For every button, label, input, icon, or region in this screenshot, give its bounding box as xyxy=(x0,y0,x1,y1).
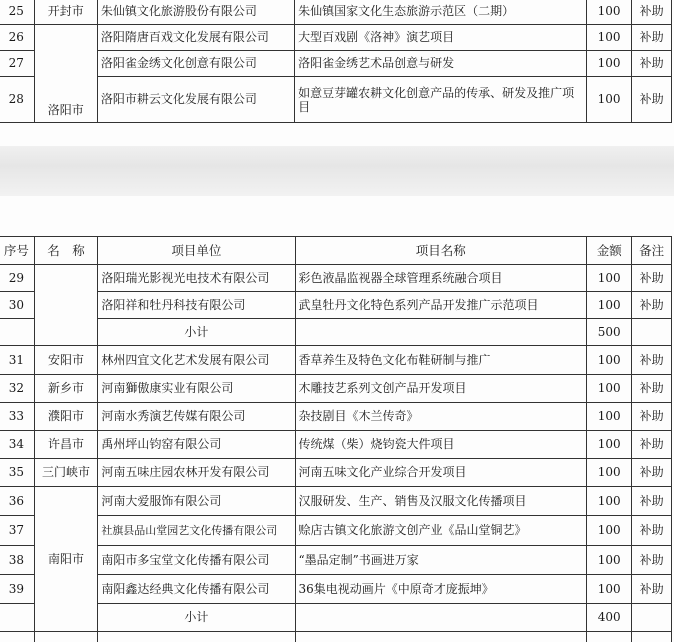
table-row xyxy=(0,459,672,487)
project-unit: 洛阳雀金绣文化创意有限公司 xyxy=(97,51,294,77)
note: 补助 xyxy=(632,77,672,123)
row-number: 33 xyxy=(0,403,34,431)
table-row xyxy=(0,0,672,25)
empty-cell xyxy=(295,632,587,642)
header-project: 项目名称 xyxy=(295,237,587,265)
table-row xyxy=(0,292,672,319)
top-page-fragment xyxy=(0,0,674,146)
project-name: 朱仙镇国家文化生态旅游示范区（二期） xyxy=(295,0,587,25)
note: 补助 xyxy=(632,431,672,459)
project-unit: 禹州坪山钧窑有限公司 xyxy=(98,431,295,459)
row-number: 39 xyxy=(0,575,34,604)
project-unit: 洛阳隋唐百戏文化发展有限公司 xyxy=(97,25,294,51)
amount: 100 xyxy=(587,292,632,319)
note: 补助 xyxy=(632,516,672,546)
amount: 100 xyxy=(587,516,632,546)
city-name: 开封市 xyxy=(34,0,97,25)
row-number: 28 xyxy=(0,77,34,123)
city-name: 新乡市 xyxy=(34,375,98,403)
project-unit: 社旗县品山堂园艺文化传播有限公司 xyxy=(98,516,295,546)
subtotal-amount: 400 xyxy=(587,604,632,632)
row-number: 29 xyxy=(0,265,34,292)
row-number: 32 xyxy=(0,375,34,403)
note: 补助 xyxy=(632,403,672,431)
project-unit: 河南五味庄园农林开发有限公司 xyxy=(98,459,295,487)
project-name: 赊店古镇文化旅游文创产业《品山堂铜艺》 xyxy=(295,516,587,546)
project-name: 汉服研发、生产、销售及汉服文化传播项目 xyxy=(295,487,587,516)
subtotal-number-empty xyxy=(0,604,34,632)
amount: 100 xyxy=(587,575,632,604)
table-row xyxy=(0,575,672,604)
project-unit: 河南獅傲康实业有限公司 xyxy=(98,375,295,403)
project-name: 杂技剧目《木兰传奇》 xyxy=(295,403,587,431)
project-name: 大型百戏剧《洛神》演艺项目 xyxy=(295,25,587,51)
amount: 100 xyxy=(586,25,631,51)
note: 补助 xyxy=(632,375,672,403)
empty-cell xyxy=(34,632,98,642)
header-note: 备注 xyxy=(632,237,672,265)
project-name: 如意豆芽罐农耕文化创意产品的传承、研发及推广项目 xyxy=(295,77,587,123)
table-row xyxy=(0,403,672,431)
subtotal-note-empty xyxy=(632,604,672,632)
note: 补助 xyxy=(632,575,672,604)
project-name: 彩色液晶监视器全球管理系统融合项目 xyxy=(295,265,587,292)
page-gap xyxy=(0,146,674,196)
project-unit: 洛阳瑞光影视光电技术有限公司 xyxy=(98,265,295,292)
subtotal-label: 小计 xyxy=(98,604,295,632)
project-name: 36集电视动画片《中原奇才庞振坤》 xyxy=(295,575,587,604)
table-row xyxy=(0,487,672,516)
empty-cell xyxy=(632,632,672,642)
city-name: 濮阳市 xyxy=(34,403,98,431)
note: 补助 xyxy=(632,25,672,51)
amount: 100 xyxy=(587,546,632,575)
project-unit: 河南水秀演艺传媒有限公司 xyxy=(98,403,295,431)
city-name: 许昌市 xyxy=(34,431,98,459)
project-name: 木雕技艺系列文创产品开发项目 xyxy=(295,375,587,403)
row-number: 30 xyxy=(0,292,34,319)
project-unit: 洛阳祥和牡丹科技有限公司 xyxy=(98,292,295,319)
note: 补助 xyxy=(632,51,672,77)
project-name: 洛阳雀金绣艺术品创意与研发 xyxy=(295,51,587,77)
project-name: 武皇牡丹文化特色系列产品开发推广示范项目 xyxy=(295,292,587,319)
subtotal-amount: 500 xyxy=(587,319,632,346)
note: 补助 xyxy=(632,292,672,319)
amount: 100 xyxy=(587,459,632,487)
row-number: 38 xyxy=(0,546,34,575)
empty-cell xyxy=(587,632,632,642)
subtotal-row xyxy=(0,604,672,632)
amount: 100 xyxy=(587,487,632,516)
project-name: “墨品定制”书画进万家 xyxy=(295,546,587,575)
amount: 100 xyxy=(586,77,631,123)
amount: 100 xyxy=(587,346,632,375)
project-unit: 南阳鑫达经典文化传播有限公司 xyxy=(98,575,295,604)
table-row xyxy=(0,546,672,575)
subtotal-project-empty xyxy=(295,319,587,346)
bottom-page-fragment xyxy=(0,196,674,642)
bottom-table xyxy=(0,236,672,642)
project-unit: 林州四宜文化艺术发展有限公司 xyxy=(98,346,295,375)
amount: 100 xyxy=(587,403,632,431)
amount: 100 xyxy=(586,51,631,77)
project-name: 传统煤（柴）烧钧瓷大件项目 xyxy=(295,431,587,459)
subtotal-row xyxy=(0,319,672,346)
note: 补助 xyxy=(632,0,672,25)
note: 补助 xyxy=(632,346,672,375)
amount: 100 xyxy=(587,431,632,459)
row-number: 27 xyxy=(0,51,34,77)
header-city: 名 称 xyxy=(34,237,98,265)
project-name: 河南五味文化产业综合开发项目 xyxy=(295,459,587,487)
table-row xyxy=(0,51,672,77)
subtotal-label: 小计 xyxy=(98,319,295,346)
header-amount: 金额 xyxy=(587,237,632,265)
city-name: 安阳市 xyxy=(34,346,98,375)
empty-cell xyxy=(98,632,295,642)
amount: 100 xyxy=(586,0,631,25)
table-row xyxy=(0,375,672,403)
project-unit: 河南大爱服饰有限公司 xyxy=(98,487,295,516)
project-name: 香草养生及特色文化布鞋研制与推广 xyxy=(295,346,587,375)
subtotal-project-empty xyxy=(295,604,587,632)
row-number: 31 xyxy=(0,346,34,375)
amount: 100 xyxy=(587,375,632,403)
table-row xyxy=(0,516,672,546)
city-name: 南阳市 xyxy=(34,487,98,632)
table-row xyxy=(0,25,672,51)
amount: 100 xyxy=(587,265,632,292)
header-number: 序号 xyxy=(0,237,34,265)
table-row xyxy=(0,77,672,123)
subtotal-number-empty xyxy=(0,319,34,346)
table-row-partial xyxy=(0,632,672,642)
header-unit: 项目单位 xyxy=(98,237,295,265)
empty-cell xyxy=(0,632,34,642)
table-header-row xyxy=(0,237,672,265)
project-unit: 朱仙镇文化旅游股份有限公司 xyxy=(97,0,294,25)
city-name-empty xyxy=(34,265,98,346)
table-row xyxy=(0,346,672,375)
table-row xyxy=(0,431,672,459)
note: 补助 xyxy=(632,546,672,575)
city-name: 三门峡市 xyxy=(34,459,98,487)
row-number: 25 xyxy=(0,0,34,25)
city-name: 洛阳市 xyxy=(34,25,97,123)
project-unit: 南阳市多宝堂文化传播有限公司 xyxy=(98,546,295,575)
note: 补助 xyxy=(632,265,672,292)
row-number: 37 xyxy=(0,516,34,546)
table-row xyxy=(0,265,672,292)
row-number: 35 xyxy=(0,459,34,487)
row-number: 36 xyxy=(0,487,34,516)
top-table xyxy=(0,0,672,123)
project-unit: 洛阳市耕云文化发展有限公司 xyxy=(97,77,294,123)
row-number: 26 xyxy=(0,25,34,51)
note: 补助 xyxy=(632,459,672,487)
note: 补助 xyxy=(632,487,672,516)
subtotal-note-empty xyxy=(632,319,672,346)
row-number: 34 xyxy=(0,431,34,459)
